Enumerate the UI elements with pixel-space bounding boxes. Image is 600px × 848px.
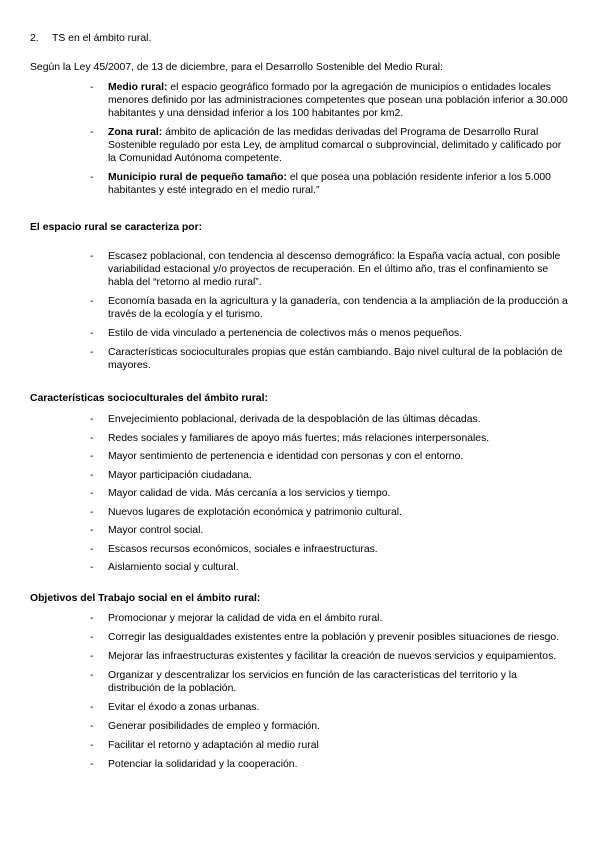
dash-marker: - — [90, 414, 94, 425]
list-item-text: Potenciar la solidaridad y la cooperación. — [108, 759, 298, 770]
list-item-text: Escasos recursos económicos, sociales e infraestructuras. — [108, 543, 378, 555]
dash-marker: - — [90, 127, 94, 138]
list-item — [0, 543, 568, 556]
list-item-text: Mayor sentimiento de pertenencia e identidad con personas y con el entorno. — [108, 451, 464, 462]
list-item-text: Envejecimiento poblacional, derivada de la despoblación de las últimas décadas. — [108, 414, 481, 425]
list-item — [0, 739, 568, 752]
dash-marker: - — [90, 506, 94, 518]
list-item-text: Mayor control social. — [108, 525, 204, 536]
list-item-text: Escasez poblacional, con tendencia al descenso demográfico: la España vacía actual, con posible variabilidad estacional y/o proyectos de recuperación. En el último año, tras el confinamiento se habla del “retorno al medio rural”. — [108, 251, 561, 288]
definition-text: el espacio geográfico formado por la agregación de municipios o entidades locales menores definido por las administraciones competentes que posean una población inferior a 30.000 habitantes y una densidad inferior a los 100 habitantes por km2. — [108, 82, 568, 119]
section-title-text: TS en el ámbito rural. — [52, 33, 152, 44]
dash-marker: - — [90, 451, 94, 462]
definition-text: el que posea una población residente inferior a los 5.000 habitantes y esté integrado en el medio rural.” — [108, 172, 551, 196]
list-item-text: Generar posibilidades de empleo y formación. — [108, 721, 320, 732]
list-item — [0, 327, 568, 340]
objetivos-list — [0, 612, 568, 771]
list-item-text: Características socioculturales propias que están cambiando. Bajo nivel cultural de la población de mayores. — [108, 347, 563, 371]
list-item — [0, 506, 568, 519]
list-item — [0, 413, 568, 426]
list-item-text: Organizar y descentralizar los servicios en función de las características del territorio y la distribución de la población. — [108, 670, 517, 694]
list-item — [0, 81, 568, 120]
dash-marker: - — [90, 328, 94, 339]
list-item — [0, 250, 568, 289]
definitions-list — [0, 81, 568, 197]
intro-paragraph: Según la Ley 45/2007, de 13 de diciembre, para el Desarrollo Sostenible del Medio Rural: — [30, 62, 443, 73]
list-item-text: Evitar el éxodo a zonas urbanas. — [108, 702, 260, 713]
espacio-heading: El espacio rural se caracteriza por: — [30, 222, 203, 233]
list-item — [0, 126, 568, 165]
list-item-text: Mayor participación ciudadana. — [108, 469, 252, 481]
dash-marker: - — [90, 543, 94, 555]
list-item — [0, 469, 568, 482]
objetivos-heading: Objetivos del Trabajo social en el ámbito rural: — [30, 593, 261, 604]
section-title — [30, 32, 151, 45]
definition-term: Municipio rural de pequeño tamaño: — [108, 172, 287, 183]
list-item-text: Estilo de vida vinculado a pertenencia de colectivos más o menos pequeños. — [108, 328, 463, 339]
list-item-text: Facilitar el retorno y adaptación al medio rural — [108, 740, 319, 751]
list-item — [0, 758, 568, 771]
list-item-text: Redes sociales y familiares de apoyo más fuertes; más relaciones interpersonales. — [108, 432, 490, 444]
list-item — [0, 669, 568, 695]
dash-marker: - — [90, 632, 94, 643]
list-item — [0, 450, 568, 463]
dash-marker: - — [90, 721, 94, 732]
dash-marker: - — [90, 432, 94, 444]
dash-marker: - — [90, 613, 94, 624]
dash-marker: - — [90, 702, 94, 713]
dash-marker: - — [90, 740, 94, 751]
list-item-text: Corregir las desigualdades existentes entre la población y prevenir posibles situaciones de riesgo. — [108, 632, 560, 643]
dash-marker: - — [90, 296, 94, 307]
list-item-text: Mayor calidad de vida. Más cercanía a los servicios y tiempo. — [108, 488, 391, 499]
dash-marker: - — [90, 759, 94, 770]
list-item-text: Mejorar las infraestructuras existentes y facilitar la creación de nuevos servicios y equipamientos. — [108, 651, 557, 662]
list-item — [0, 487, 568, 500]
dash-marker: - — [90, 488, 94, 499]
list-item — [0, 295, 568, 321]
list-item-text: Nuevos lugares de explotación económica y patrimonio cultural. — [108, 506, 402, 518]
definition-term: Zona rural: — [108, 127, 163, 138]
section-number: 2. — [30, 33, 39, 44]
list-item — [0, 650, 568, 663]
list-item — [0, 346, 568, 372]
dash-marker: - — [90, 347, 94, 358]
list-item — [0, 631, 568, 644]
list-item-text: Aislamiento social y cultural. — [108, 562, 239, 573]
list-item — [0, 612, 568, 625]
dash-marker: - — [90, 525, 94, 536]
list-item-text: Economía basada en la agricultura y la ganadería, con tendencia a la ampliación de la producción a través de la ecología y el turismo. — [108, 296, 568, 320]
definition-text: ámbito de aplicación de las medidas derivadas del Programa de Desarrollo Rural Sostenible regulado por esta Ley, de amplitud comarcal o subprovincial, delimitado y calificado por la Comunidad Autónoma competente. — [108, 127, 562, 164]
socioculturales-list — [0, 413, 568, 574]
dash-marker: - — [90, 670, 94, 681]
list-item — [0, 432, 568, 445]
definition-term: Medio rural: — [108, 82, 168, 93]
dash-marker: - — [90, 562, 94, 573]
dash-marker: - — [90, 469, 94, 481]
list-item — [0, 561, 568, 574]
list-item — [0, 524, 568, 537]
dash-marker: - — [90, 172, 94, 183]
list-item-text: Promocionar y mejorar la calidad de vida en el ámbito rural. — [108, 613, 383, 624]
socioculturales-heading: Características socioculturales del ámbito rural: — [30, 393, 268, 404]
espacio-list — [0, 250, 568, 372]
list-item — [0, 171, 568, 197]
dash-marker: - — [90, 251, 94, 262]
list-item — [0, 720, 568, 733]
list-item — [0, 701, 568, 714]
dash-marker: - — [90, 82, 94, 93]
dash-marker: - — [90, 651, 94, 662]
